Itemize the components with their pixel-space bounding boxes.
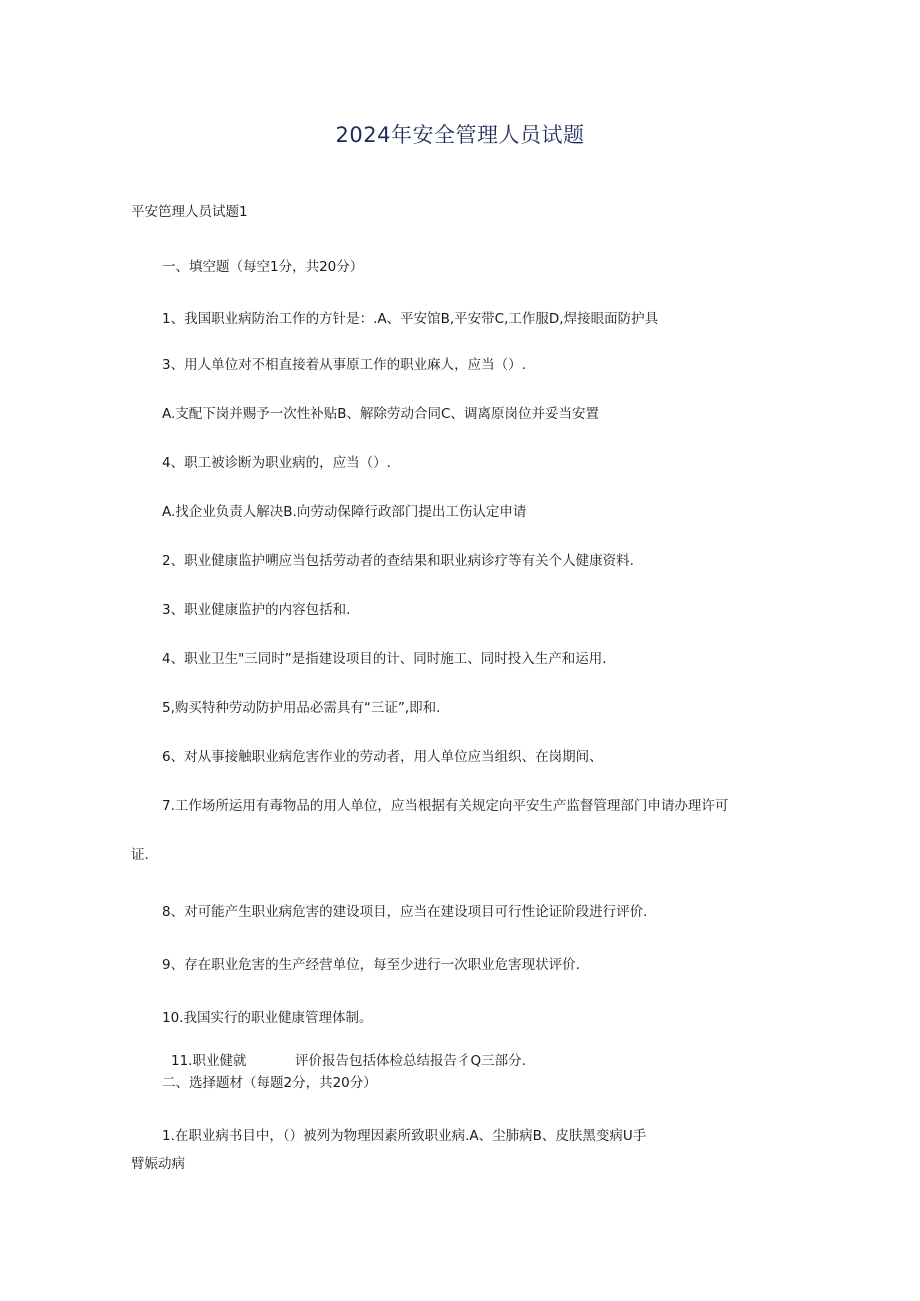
question-line: 5,购买特种劳动防护用品必需具有“三证”,即和. (162, 700, 441, 716)
question-line-fragment: 评价报告包括体检总结报告彳Q三部分. (295, 1053, 526, 1069)
question-line: 4、职工被诊断为职业病的，应当（）. (162, 455, 391, 471)
question-line: 11.职业健就 (171, 1053, 247, 1069)
question-line: 6、对从事接触职业病危害作业的劳动者，用人单位应当组织、在岗期间、 (162, 749, 603, 765)
section-heading-fill-in: 一、填空题（每空1分，共20分） (162, 259, 364, 275)
question-line: 1.在职业病书目中，（）被列为物理因素所致职业病.A、尘肺病B、皮肤黑变病U手 (162, 1128, 647, 1144)
document-title: 2024年安全管理人员试题 (335, 123, 585, 147)
answer-options-line: A.找企业负责人解决B.向劳动保障行政部门提出工伤认定申请 (162, 504, 527, 520)
answer-options-line: A.支配下岗并赐予一次性补贴B、解除劳动合同C、调离原岗位并妥当安置 (162, 406, 599, 422)
question-line: 3、用人单位对不相直接着从事原工作的职业麻人，应当（）. (162, 357, 526, 373)
question-line: 2、职业健康监护嗍应当包括劳动者的查结果和职业病诊疗等有关个人健康资料. (162, 553, 634, 569)
question-line: 4、职业卫生"三同时”是指建设项目的计、同时施工、同时投入生产和运用. (162, 651, 607, 667)
question-line: 1、我国职业病防治工作的方针是：.A、平安馆B,平安带C,工作服D,焊接眼面防护具 (162, 311, 659, 327)
document-subtitle: 平安笆理人员试题1 (131, 204, 248, 220)
question-line-continuation: 证. (131, 847, 149, 863)
question-line: 3、职业健康监护的内容包括和. (162, 602, 351, 618)
question-line-continuation: 臂娠动病 (131, 1156, 185, 1172)
question-line: 9、存在职业危害的生产经营单位，每至少进行一次职业危害现状评价. (162, 957, 580, 973)
question-line: 10.我国实行的职业健康管理体制。 (162, 1010, 373, 1026)
section-heading-multiple-choice: 二、选择题材（每题2分，共20分） (162, 1075, 377, 1091)
question-line: 7.工作场所运用有毒物品的用人单位，应当根据有关规定向平安生产监督管理部门申请办理许可 (162, 798, 729, 814)
question-line: 8、对可能产生职业病危害的建设项目，应当在建设项目可行性论证阶段进行评价. (162, 904, 648, 920)
